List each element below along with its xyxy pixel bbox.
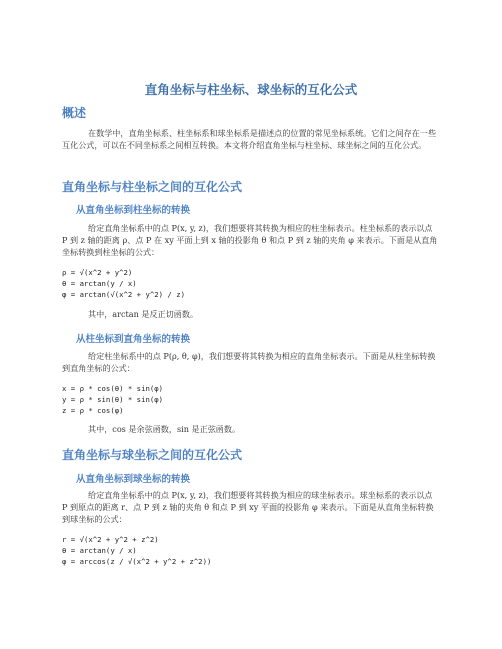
subsection-heading-cyl-to-cart: 从柱坐标到直角坐标的转换 xyxy=(76,334,191,345)
formula-line: y = ρ * sin(θ) * sin(φ) xyxy=(62,394,164,404)
cart-to-cyl-paragraph: 给定直角坐标系中的点 P(x, y, z)，我们想要将其转换为相应的柱坐标表示。柱坐标系的表示以点 P 到 z 轴的距离 ρ、点 P 在 xy 平面上到 x 轴的投影角 θ 和点 P 到 z 轴的夹角 φ 来表示。下面是从直角坐标转换到柱坐标的公式： xyxy=(62,223,438,258)
section-heading-cartesian-spherical: 直角坐标与球坐标之间的互化公式 xyxy=(62,448,243,462)
cart-to-sph-paragraph: 给定直角坐标系中的点 P(x, y, z)，我们想要将其转换为相应的球坐标表示。球坐标系的表示以点 P 到原点的距离 r、点 P 到 z 轴的夹角 θ 和点 P 到 xy 平面的投影角 φ 来表示。下面是从直角坐标转换到球坐标的公式： xyxy=(62,490,434,525)
cyl-to-cart-formulas xyxy=(62,384,163,416)
formula-line: θ = arctan(y / x) xyxy=(62,278,137,288)
cart-to-sph-formulas xyxy=(62,535,211,567)
section-heading-cartesian-cylindrical: 直角坐标与柱坐标之间的互化公式 xyxy=(62,180,243,194)
subsection-heading-cart-to-sph: 从直角坐标到球坐标的转换 xyxy=(76,474,191,485)
formula-line: φ = arctan(√(x^2 + y^2) / z) xyxy=(62,289,186,299)
formula-line: φ = arccos(z / √(x^2 + y^2 + z^2)) xyxy=(62,556,212,566)
overview-paragraph: 在数学中，直角坐标系、柱坐标系和球坐标系是描述点的位置的常见坐标系统。它们之间存在一些互化公式，可以在不同坐标系之间相互转换。本文将介绍直角坐标与柱坐标、球坐标之间的互化公式。 xyxy=(62,128,437,151)
formula-line: ρ = √(x^2 + y^2) xyxy=(62,268,133,277)
cyl-to-cart-paragraph: 给定柱坐标系中的点 P(ρ, θ, φ)，我们想要将其转换为相应的直角坐标表示。下面是从柱坐标转换到直角坐标的公式： xyxy=(62,351,436,374)
page-title: 直角坐标与柱坐标、球坐标的互化公式 xyxy=(144,82,358,97)
formula-line: x = ρ * cos(θ) * sin(φ) xyxy=(62,384,164,393)
formula-line: θ = arctan(y / x) xyxy=(62,545,137,555)
formula-line: r = √(x^2 + y^2 + z^2) xyxy=(62,535,159,544)
cart-to-cyl-note: 其中，arctan 是反正切函数。 xyxy=(88,309,199,319)
section-heading-overview: 概述 xyxy=(62,106,87,120)
cyl-to-cart-note: 其中，cos 是余弦函数，sin 是正弦函数。 xyxy=(88,424,241,434)
subsection-heading-cart-to-cyl: 从直角坐标到柱坐标的转换 xyxy=(76,205,191,216)
cart-to-cyl-formulas xyxy=(62,268,185,300)
formula-line: z = ρ * cos(φ) xyxy=(62,405,124,415)
